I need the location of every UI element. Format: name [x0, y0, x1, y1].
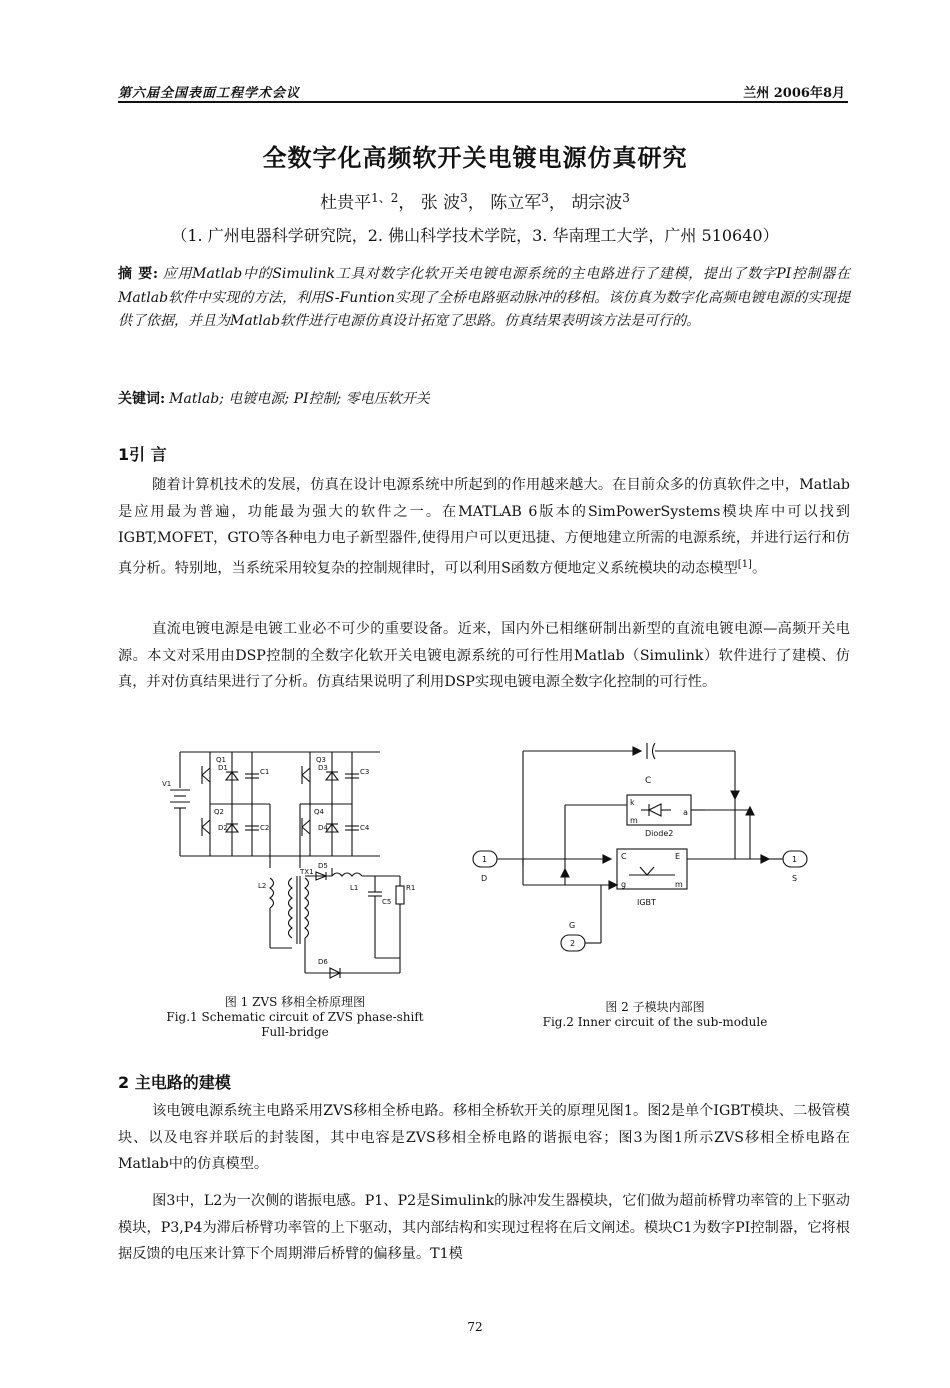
label-c5: C5	[382, 898, 392, 906]
figure2-caption-en: Fig.2 Inner circuit of the sub-module	[542, 1015, 768, 1029]
label-diode-name: Diode2	[645, 829, 674, 838]
figure1-caption-cn: 图 1 ZVS 移相全桥原理图	[224, 995, 366, 1009]
label-igbt-g: g	[621, 880, 627, 889]
label-d6: D6	[318, 958, 328, 966]
label-in1-name: D	[481, 874, 488, 883]
label-v1: V1	[162, 780, 172, 788]
author-name: 胡宗波	[571, 193, 623, 213]
label-out1: 1	[792, 855, 798, 864]
abstract-text: 应用Matlab中的Simulink工具对数字化软开关电镀电源系统的主电路进行了建模，提出了数字PI控制器在Matlab软件中实现的方法，利用S-Funtion实现了全桥电路驱动脉冲的移相。该仿真为数字化高频电镀电源的实现提供了依据，并且为Matlab软件进行电源仿真设计拓宽了思路。仿真结果表明该方法是可行的。	[118, 266, 850, 329]
figure1-schematic	[160, 748, 430, 988]
figure2-submodule	[465, 735, 835, 960]
affiliation: （1. 广州电器科学研究院，2. 佛山科学技术学院，3. 华南理工大学，广州 510640）	[171, 226, 779, 245]
keywords-text: Matlab; 电镀电源; PI控制; 零电压软开关	[169, 391, 430, 407]
author-name: 陈立军	[490, 193, 542, 213]
label-q2: Q2	[214, 808, 224, 816]
abstract	[118, 263, 850, 334]
label-c1: C1	[260, 768, 270, 776]
keywords	[118, 388, 430, 408]
label-diode-m: m	[630, 816, 638, 825]
label-igbt-e: E	[675, 852, 681, 861]
label-tx1: TX1	[300, 868, 314, 876]
label-l1: L1	[350, 884, 359, 892]
label-diode-k: k	[630, 798, 635, 807]
author-sup: 3	[541, 191, 549, 205]
abstract-label: 摘 要:	[118, 266, 159, 282]
label-d1: D1	[218, 764, 228, 772]
section1-paragraph1	[118, 472, 850, 582]
label-d4: D4	[318, 824, 328, 832]
label-c2: C2	[260, 824, 270, 832]
section1-paragraph2: 直流电镀电源是电镀工业必不可少的重要设备。近来，国内外已相继研制出新型的直流电镀电源—高频开关电源。本文对采用由DSP控制的全数字化软开关电镀电源系统的可行性用Matlab（Simulink）软件进行了建模、仿真，并对仿真结果进行了分析。仿真结果说明了利用DSP实现电镀电源全数字化控制的可行性。	[118, 621, 850, 690]
header-rule	[118, 101, 848, 103]
author-name: 张 波	[420, 193, 461, 213]
page-number: 72	[467, 1320, 483, 1334]
section2-paragraph2: 图3中，L2为一次侧的谐振电感。P1、P2是Simulink的脉冲发生器模块，它们做为超前桥臂功率管的上下驱动模块，P3,P4为滞后桥臂功率管的上下驱动，其内部结构和实现过程将在后文阐述。模块C1为数字PI控制器，它将根据反馈的电压来计算下个周期滞后桥臂的偏移量。T1模	[118, 1193, 850, 1262]
author-name: 杜贵平	[320, 193, 372, 213]
label-igbt-m: m	[675, 880, 683, 889]
label-d2: D2	[218, 824, 228, 832]
section2-paragraph1: 该电镀电源系统主电路采用ZVS移相全桥电路。移相全桥软开关的原理见图1。图2是单个IGBT模块、二极管模块、以及电容并联后的封装图，其中电容是ZVS移相全桥电路的谐振电容；图3为图1所示ZVS移相全桥电路在Matlab中的仿真模型。	[118, 1103, 850, 1172]
label-q3: Q3	[316, 756, 326, 764]
section1-p1-end: 。	[751, 560, 767, 577]
figure2-caption	[505, 1000, 805, 1030]
label-d5: D5	[318, 862, 328, 870]
author-sup: 3	[622, 191, 630, 205]
label-q1: Q1	[216, 756, 226, 764]
figure1-caption-en1: Fig.1 Schematic circuit of ZVS phase-shift	[166, 1010, 424, 1024]
label-in1: 1	[482, 855, 488, 864]
label-q4: Q4	[314, 808, 324, 816]
keywords-label: 关键词:	[118, 391, 166, 407]
label-c3: C3	[360, 768, 370, 776]
label-r1: R1	[406, 884, 416, 892]
label-c4: C4	[360, 824, 370, 832]
label-igbt-name: IGBT	[637, 898, 656, 907]
author-sup: 1、2	[371, 191, 399, 205]
paper-title: 全数字化高频软开关电镀电源仿真研究	[262, 144, 688, 172]
section2-heading: 2 主电路的建模	[118, 1073, 231, 1092]
section1-p1-text: 随着计算机技术的发展，仿真在设计电源系统中所起到的作用越来越大。在目前众多的仿真软件之中，Matlab是应用最为普遍，功能最为强大的软件之一。在MATLAB 6版本的SimPowerSystems模块库中可以找到IGBT,MOFET，GTO等各种电力电子新型器件,使得用户可以更迅捷、方便地建立所需的电源系统，并进行运行和仿真分析。特别地，当系统采用较复杂的控制规律时，可以利用S函数方便地定义系统模块的动态模型	[118, 477, 850, 577]
authors: 杜贵平$^{1、2}$， 张 波$^3$， 陈立军$^3$， 胡宗波$^3$	[320, 191, 630, 213]
citation-ref: [1]	[737, 558, 752, 570]
label-in2-name: G	[569, 921, 576, 930]
author-sup: 3	[460, 191, 468, 205]
label-igbt-c: C	[621, 852, 627, 861]
label-diode-a: a	[683, 808, 688, 817]
label-c-block: C	[645, 776, 652, 786]
figure1-caption	[145, 995, 445, 1040]
label-l2: L2	[258, 882, 267, 890]
section1-heading: 1引 言	[118, 445, 167, 464]
label-in2: 2	[570, 939, 576, 948]
location-date-header: 兰州 2006年8月	[743, 86, 845, 101]
label-d3: D3	[318, 764, 328, 772]
label-out1-name: S	[792, 874, 798, 883]
figure1-caption-en2: Full-bridge	[261, 1025, 329, 1039]
figure2-caption-cn: 图 2 子模块内部图	[605, 1000, 705, 1014]
conference-header: 第六届全国表面工程学术会议	[118, 86, 301, 101]
